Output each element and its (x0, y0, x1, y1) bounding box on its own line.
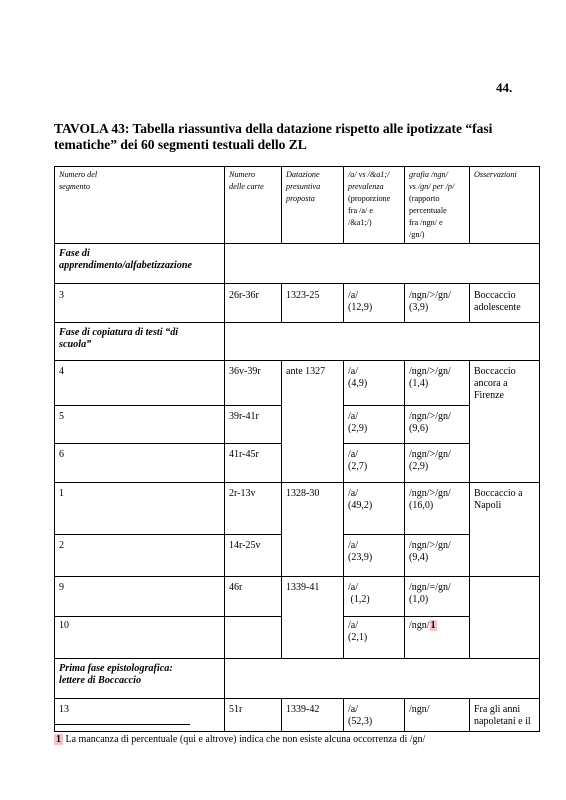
obs-l2: napoletani e il (474, 716, 531, 727)
section-spacer (225, 659, 540, 699)
date-value: ante 1327 (286, 366, 326, 377)
ngn-value: /ngn/ (409, 704, 430, 715)
date-value: 1323-25 (286, 290, 320, 301)
section-label (55, 323, 225, 361)
ngn-ratio: (2,9) (409, 461, 429, 472)
obs-l1: Fra gli anni (474, 704, 521, 715)
ngn-value: /ngn/=/gn/ (409, 582, 451, 593)
cell-cards (225, 444, 282, 483)
cards-range: 2r-13v (229, 488, 256, 499)
cell-ngn (405, 483, 470, 535)
header-cards-l2: delle carte (229, 182, 264, 191)
cell-ngn (405, 284, 470, 323)
page-number: 44. (496, 80, 513, 95)
section-label-l1: Fase di copiatura di testi “di (59, 327, 179, 338)
cell-observations (470, 483, 540, 577)
cell-date (282, 483, 344, 577)
a-value: /a/ (348, 290, 358, 301)
a-value: /a/ (348, 366, 358, 377)
a-ratio: (4,9) (348, 378, 368, 389)
title-line-2: tematiche” dei 60 segmenti testuali dello ZL (54, 137, 307, 152)
cell-ngn (405, 406, 470, 444)
a-ratio: (1,2) (348, 594, 370, 605)
table-row (55, 483, 540, 535)
cell-observations (470, 284, 540, 323)
cell-cards (225, 699, 282, 732)
cell-segment (55, 361, 225, 406)
header-a-l5: /&a1;/) (348, 218, 372, 227)
cell-segment (55, 577, 225, 617)
date-value: 1339-42 (286, 704, 320, 715)
section-spacer (225, 244, 540, 284)
cell-ngn (405, 699, 470, 732)
section-label (55, 244, 225, 284)
cell-date (282, 284, 344, 323)
cards-range: 51r (229, 704, 243, 715)
header-observations (470, 167, 540, 244)
a-value: /a/ (348, 620, 358, 631)
ngn-value: /ngn/>/gn/ (409, 449, 451, 460)
cell-ngn (405, 577, 470, 617)
table-row (55, 699, 540, 732)
cell-segment (55, 284, 225, 323)
segment-number: 2 (59, 540, 64, 551)
cards-range: 39r-41r (229, 411, 259, 422)
header-ngn-l2: vs /gn/ per /p/ (409, 182, 455, 191)
cell-a (344, 577, 405, 617)
cell-date (282, 361, 344, 483)
cell-cards (225, 535, 282, 577)
obs-l1: Boccaccio a (474, 488, 523, 499)
date-value: 1328-30 (286, 488, 320, 499)
segment-number: 13 (59, 704, 69, 715)
cell-cards (225, 406, 282, 444)
a-ratio: (12,9) (348, 302, 373, 313)
ngn-ratio: (16,0) (409, 500, 434, 511)
section-spacer (225, 323, 540, 361)
a-value: /a/ (348, 540, 358, 551)
segment-number: 1 (59, 488, 64, 499)
header-a-l2: prevalenza (348, 182, 384, 191)
ngn-value: /ngn/ (409, 620, 430, 631)
section-label-l1: Fase di (59, 248, 90, 259)
table-row (55, 577, 540, 617)
obs-l1: Boccaccio (474, 366, 516, 377)
ngn-value: /ngn/>/gn/ (409, 411, 451, 422)
cell-a (344, 444, 405, 483)
header-ngn-l4: percentuale (409, 206, 447, 215)
cell-ngn (405, 444, 470, 483)
header-segment (55, 167, 225, 244)
title-line-1: TAVOLA 43: Tabella riassuntiva della datazione rispetto alle ipotizzate “fasi (54, 121, 493, 136)
header-date-l2: presuntiva (286, 182, 321, 191)
a-ratio: (23,9) (348, 552, 373, 563)
segment-number: 9 (59, 582, 64, 593)
cell-a (344, 617, 405, 659)
cell-segment (55, 617, 225, 659)
obs-l2: Napoli (474, 500, 502, 511)
section-row (55, 323, 540, 361)
ngn-ratio: (1,4) (409, 378, 429, 389)
footnote-ref-mark[interactable]: 1 (430, 620, 436, 631)
footnote-text: La mancanza di percentuale (qui e altrove) indica che non esiste alcuna occorrenza di /gn/ (63, 734, 426, 745)
cards-range: 41r-45r (229, 449, 259, 460)
footnote (54, 734, 425, 745)
a-ratio: (52,3) (348, 716, 373, 727)
a-value: /a/ (348, 582, 358, 593)
cell-segment (55, 483, 225, 535)
cell-date (282, 699, 344, 732)
section-label (55, 659, 225, 699)
header-a-vs-a1 (344, 167, 405, 244)
cell-a (344, 406, 405, 444)
header-segment-l1: Numero del (59, 170, 98, 179)
a-ratio: (2,9) (348, 423, 368, 434)
section-label-l2: lettere di Boccaccio (59, 675, 142, 686)
segment-number: 4 (59, 366, 64, 377)
cell-segment (55, 406, 225, 444)
ngn-ratio: (9,6) (409, 423, 429, 434)
ngn-ratio: (3,9) (409, 302, 429, 313)
cell-segment (55, 444, 225, 483)
cell-a (344, 699, 405, 732)
ngn-value: /ngn/>/gn/ (409, 290, 451, 301)
a-ratio: (2,7) (348, 461, 368, 472)
segment-number: 10 (59, 620, 69, 631)
obs-l2: ancora a (474, 378, 508, 389)
header-ngn-l1: grafia /ngn/ (409, 170, 448, 179)
header-a-l3: (proporzione (348, 194, 391, 203)
cards-range: 46r (229, 582, 243, 593)
header-a-l1: /a/ vs /&a1;/ (348, 170, 390, 179)
obs-l1: Boccaccio (474, 290, 516, 301)
header-a-l4: fra /a/ e (348, 206, 373, 215)
header-cards-l1: Numero (229, 170, 256, 179)
section-row (55, 659, 540, 699)
cell-a (344, 535, 405, 577)
cell-cards (225, 284, 282, 323)
cell-ngn (405, 617, 470, 659)
section-label-l2: scuola” (59, 339, 92, 350)
table-title (54, 121, 524, 153)
summary-table (54, 166, 540, 732)
cell-cards (225, 361, 282, 406)
section-label-l1: Prima fase epistolografica: (59, 663, 173, 674)
a-ratio: (49,2) (348, 500, 373, 511)
section-label-l2: apprendimento/alfabetizzazione (59, 260, 193, 271)
date-value: 1339-41 (286, 582, 320, 593)
cards-range: 36v-39r (229, 366, 261, 377)
cell-observations (470, 577, 540, 659)
a-value: /a/ (348, 449, 358, 460)
header-date-l3: proposta (286, 194, 315, 203)
cards-range: 26r-36r (229, 290, 259, 301)
a-ratio: (2,1) (348, 632, 368, 643)
header-ngn-l6: /gn/) (409, 230, 425, 239)
cell-cards (225, 617, 282, 659)
footnote-mark: 1 (56, 734, 61, 745)
ngn-ratio: (1,0) (409, 594, 429, 605)
header-obs-l1: Osservazioni (474, 170, 517, 179)
segment-number: 6 (59, 449, 64, 460)
obs-l2: adolescente (474, 302, 521, 313)
cell-ngn (405, 361, 470, 406)
header-ngn-vs-gn (405, 167, 470, 244)
header-segment-l2: segmento (59, 182, 90, 191)
header-cards (225, 167, 282, 244)
cell-a (344, 483, 405, 535)
cell-observations (470, 699, 540, 732)
cell-segment (55, 699, 225, 732)
ngn-value: /ngn/>/gn/ (409, 488, 451, 499)
a-value: /a/ (348, 704, 358, 715)
header-date-l1: Datazione (286, 170, 320, 179)
ngn-value: /ngn/>/gn/ (409, 366, 451, 377)
a-value: /a/ (348, 411, 358, 422)
table-row (55, 284, 540, 323)
header-ngn-l3: (rapporto (409, 194, 440, 203)
header-date (282, 167, 344, 244)
section-row (55, 244, 540, 284)
cell-observations (470, 361, 540, 483)
cards-range: 14r-25v (229, 540, 261, 551)
cell-date (282, 577, 344, 659)
cell-ngn (405, 535, 470, 577)
cell-a (344, 284, 405, 323)
cell-cards (225, 577, 282, 617)
ngn-value: /ngn/>/gn/ (409, 540, 451, 551)
a-value: /a/ (348, 488, 358, 499)
cell-a (344, 361, 405, 406)
header-ngn-l5: fra /ngn/ e (409, 218, 443, 227)
table-row (55, 361, 540, 406)
obs-l3: Firenze (474, 390, 504, 401)
segment-number: 5 (59, 411, 64, 422)
cell-cards (225, 483, 282, 535)
header-row (55, 167, 540, 244)
segment-number: 3 (59, 290, 64, 301)
footnote-divider (54, 724, 190, 725)
ngn-value-with-note (409, 620, 465, 632)
cell-segment (55, 535, 225, 577)
ngn-ratio: (9,4) (409, 552, 429, 563)
